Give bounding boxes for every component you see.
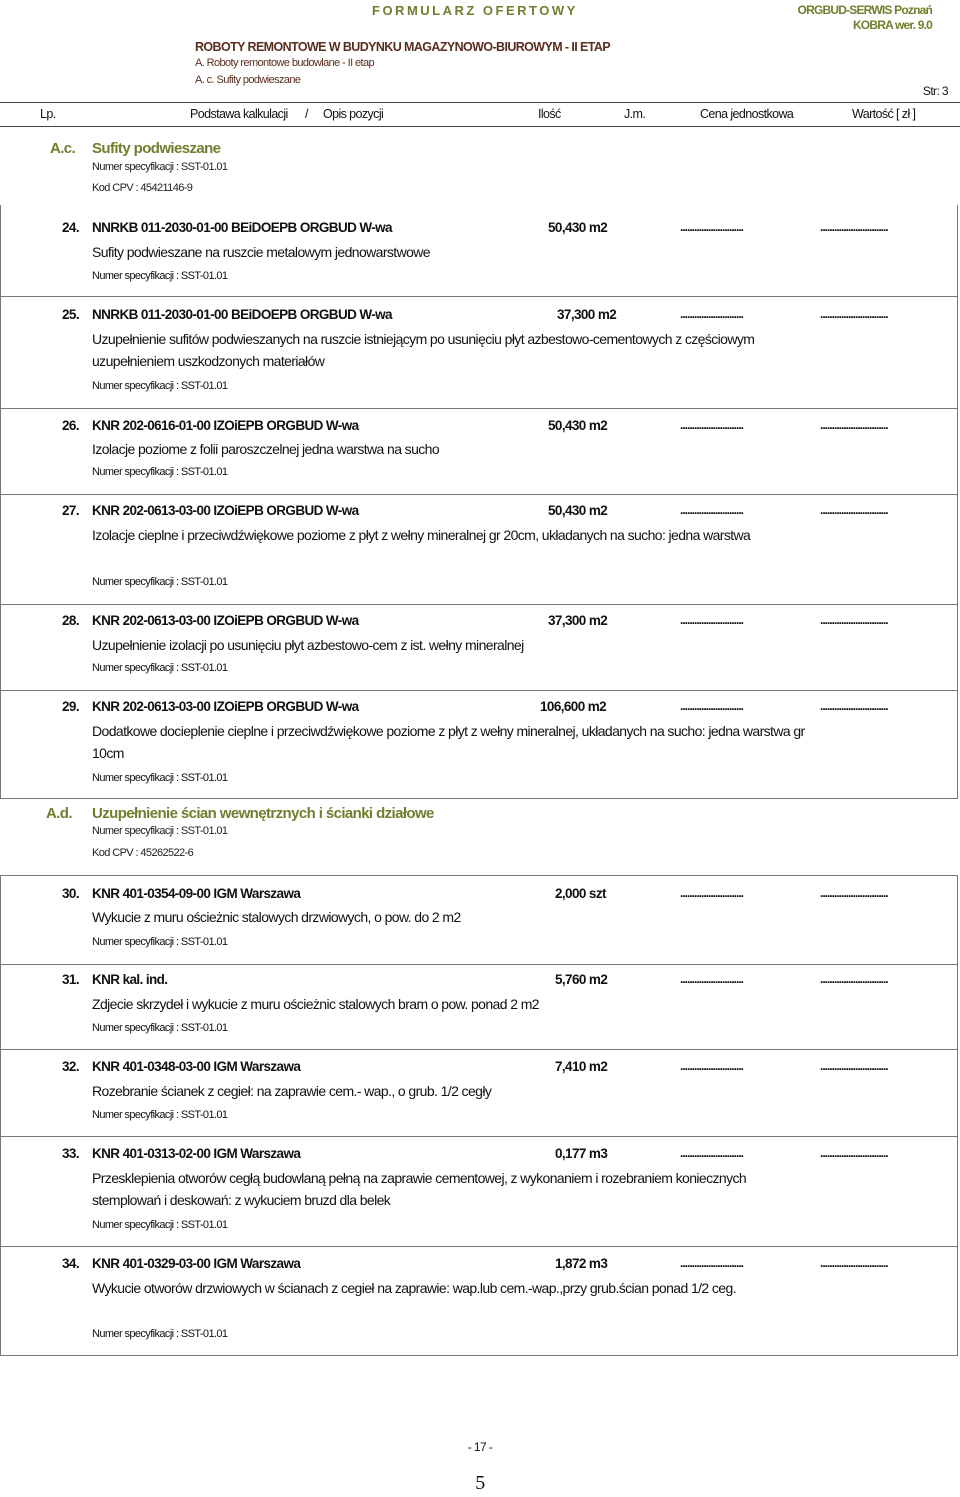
section-cpv: Kod CPV : 45421146-9 (92, 182, 193, 194)
item-number: 28. (62, 613, 79, 628)
item-quantity: 0,177 m3 (555, 1146, 608, 1161)
part-title: A. Roboty remontowe budowlane - II etap (195, 57, 374, 69)
item-basis: KNR 202-0613-03-00 IZOiEPB ORGBUD W-wa (92, 699, 359, 714)
section-code: A.d. (46, 805, 72, 822)
item-basis: KNR 202-0616-01-00 IZOiEPB ORGBUD W-wa (92, 418, 359, 433)
item-basis: KNR kal. ind. (92, 972, 168, 987)
item-basis: KNR 202-0613-03-00 IZOiEPB ORGBUD W-wa (92, 613, 359, 628)
col-lp: Lp. (40, 107, 56, 121)
item-basis: NNRKB 011-2030-01-00 BEiDOEPB ORGBUD W-wa (92, 307, 392, 322)
item-spec: Numer specyfikacji : SST-01.01 (92, 1109, 228, 1121)
item-description: Zdjecie skrzydeł i wykucie z muru ościeżnic stalowych bram o pow. ponad 2 m2 (92, 996, 539, 1012)
item-description: Uzupełnienie sufitów podwieszanych na ruszcie istniejącym po usunięciu płyt azbestowo-cementowych z częściowym uzupełnieniem uszkodzonych materiałów (92, 331, 755, 369)
item-number: 33. (62, 1146, 79, 1161)
value-placeholder: ............................. (820, 1256, 888, 1270)
section-spec: Numer specyfikacji : SST-01.01 (92, 825, 228, 837)
item-quantity: 50,430 m2 (548, 220, 608, 235)
unit-price-placeholder: ........................... (680, 886, 744, 900)
item-description: Przesklepienia otworów cegłą budowlaną pełną na zaprawie cementowej, z wykonaniem i rozebraniem koniecznych stemplowań i deskowań: z wykuciem bruzd dla belek (92, 1170, 747, 1208)
value-placeholder: ............................. (820, 886, 888, 900)
item-basis: KNR 202-0613-03-00 IZOiEPB ORGBUD W-wa (92, 503, 359, 518)
item-quantity: 7,410 m2 (555, 1059, 608, 1074)
unit-price-placeholder: ........................... (680, 972, 744, 986)
section-cpv: Kod CPV : 45262522-6 (92, 847, 194, 859)
unit-price-placeholder: ........................... (680, 307, 744, 321)
item-basis: KNR 401-0313-02-00 IGM Warszawa (92, 1146, 301, 1161)
item-number: 25. (62, 307, 79, 322)
item-quantity: 50,430 m2 (548, 503, 608, 518)
item-quantity: 37,300 m2 (557, 307, 617, 322)
item-number: 29. (62, 699, 79, 714)
item-spec: Numer specyfikacji : SST-01.01 (92, 662, 228, 674)
item-spec: Numer specyfikacji : SST-01.01 (92, 936, 228, 948)
value-placeholder: ............................. (820, 613, 888, 627)
unit-price-placeholder: ........................... (680, 1059, 744, 1073)
col-basis: Podstawa kalkulacji (190, 107, 288, 121)
item-description: Dodatkowe docieplenie cieplne i przeciwdźwiękowe poziome z płyt z wełny mineralnej, układanych na sucho: jedna warstwa gr 10cm (92, 723, 805, 761)
value-placeholder: ............................. (820, 307, 888, 321)
project-title: ROBOTY REMONTOWE W BUDYNKU MAGAZYNOWO-BIUROWYM - II ETAP (195, 40, 610, 54)
item-spec: Numer specyfikacji : SST-01.01 (92, 1219, 228, 1231)
item-basis: KNR 401-0329-03-00 IGM Warszawa (92, 1256, 301, 1271)
unit-price-placeholder: ........................... (680, 1146, 744, 1160)
unit-price-placeholder: ........................... (680, 220, 744, 234)
value-placeholder: ............................. (820, 503, 888, 517)
item-description: Sufity podwieszane na ruszcie metalowym jednowarstwowe (92, 244, 430, 260)
header-divider-top (0, 102, 960, 103)
item-description: Uzupełnienie izolacji po usunięciu płyt azbestowo-cem z ist. wełny mineralnej (92, 637, 524, 653)
section-spec: Numer specyfikacji : SST-01.01 (92, 161, 228, 173)
item-basis: KNR 401-0354-09-00 IGM Warszawa (92, 886, 301, 901)
sheet-number: 5 (475, 1472, 485, 1494)
item-description: Wykucie otworów drzwiowych w ścianach z cegieł na zaprawie: wap.lub cem.-wap.,przy grub.ścian ponad 1/2 ceg. (92, 1280, 736, 1296)
item-number: 24. (62, 220, 79, 235)
col-qty: Ilość (538, 107, 561, 121)
value-placeholder: ............................. (820, 1059, 888, 1073)
unit-price-placeholder: ........................... (680, 503, 744, 517)
company-name: ORGBUD-SERWIS Poznań (797, 3, 932, 17)
col-price: Cena jednostkowa (700, 107, 794, 121)
unit-price-placeholder: ........................... (680, 418, 744, 432)
header-divider-bottom (0, 126, 960, 127)
col-value: Wartość [ zł ] (852, 107, 916, 121)
col-desc: Opis pozycji (323, 107, 384, 121)
item-number: 27. (62, 503, 79, 518)
item-quantity: 2,000 szt (555, 886, 606, 901)
page-number: Str: 3 (922, 84, 948, 98)
item-number: 26. (62, 418, 79, 433)
item-number: 31. (62, 972, 79, 987)
item-quantity: 106,600 m2 (540, 699, 607, 714)
item-spec: Numer specyfikacji : SST-01.01 (92, 1328, 228, 1340)
item-description: Izolacje poziome z folii paroszczelnej jedna warstwa na sucho (92, 441, 440, 457)
item-description: Wykucie z muru ościeżnic stalowych drzwiowych, o pow. do 2 m2 (92, 909, 461, 925)
page-footer-label: - 17 - (467, 1440, 493, 1454)
value-placeholder: ............................. (820, 1146, 888, 1160)
item-quantity: 5,760 m2 (555, 972, 608, 987)
section-title: Uzupełnienie ścian wewnętrznych i ścianki działowe (92, 805, 434, 822)
item-spec: Numer specyfikacji : SST-01.01 (92, 576, 228, 588)
value-placeholder: ............................. (820, 699, 888, 713)
item-spec: Numer specyfikacji : SST-01.01 (92, 270, 228, 282)
item-quantity: 1,872 m3 (555, 1256, 608, 1271)
item-spec: Numer specyfikacji : SST-01.01 (92, 466, 228, 478)
value-placeholder: ............................. (820, 972, 888, 986)
item-number: 34. (62, 1256, 79, 1271)
software-version: KOBRA wer. 9.0 (852, 18, 932, 32)
item-spec: Numer specyfikacji : SST-01.01 (92, 1022, 228, 1034)
unit-price-placeholder: ........................... (680, 1256, 744, 1270)
item-spec: Numer specyfikacji : SST-01.01 (92, 772, 228, 784)
item-quantity: 37,300 m2 (548, 613, 608, 628)
section-title: Sufity podwieszane (92, 140, 221, 157)
item-number: 32. (62, 1059, 79, 1074)
item-spec: Numer specyfikacji : SST-01.01 (92, 380, 228, 392)
col-slash: / (305, 107, 308, 121)
section-code: A.c. (50, 140, 76, 157)
item-number: 30. (62, 886, 79, 901)
item-description: Izolacje cieplne i przeciwdźwiękowe poziome z płyt z wełny mineralnej gr 20cm, układanych na sucho: jedna warstwa (92, 527, 751, 543)
unit-price-placeholder: ........................... (680, 613, 744, 627)
unit-price-placeholder: ........................... (680, 699, 744, 713)
item-basis: KNR 401-0348-03-00 IGM Warszawa (92, 1059, 301, 1074)
item-description: Rozebranie ścianek z cegieł: na zaprawie cem.- wap., o grub. 1/2 cegły (92, 1083, 492, 1099)
item-quantity: 50,430 m2 (548, 418, 608, 433)
col-unit: J.m. (624, 107, 646, 121)
item-basis: NNRKB 011-2030-01-00 BEiDOEPB ORGBUD W-wa (92, 220, 392, 235)
form-title: FORMULARZ OFERTOWY (372, 3, 578, 18)
value-placeholder: ............................. (820, 220, 888, 234)
subpart-title: A. c. Sufity podwieszane (195, 74, 301, 86)
value-placeholder: ............................. (820, 418, 888, 432)
